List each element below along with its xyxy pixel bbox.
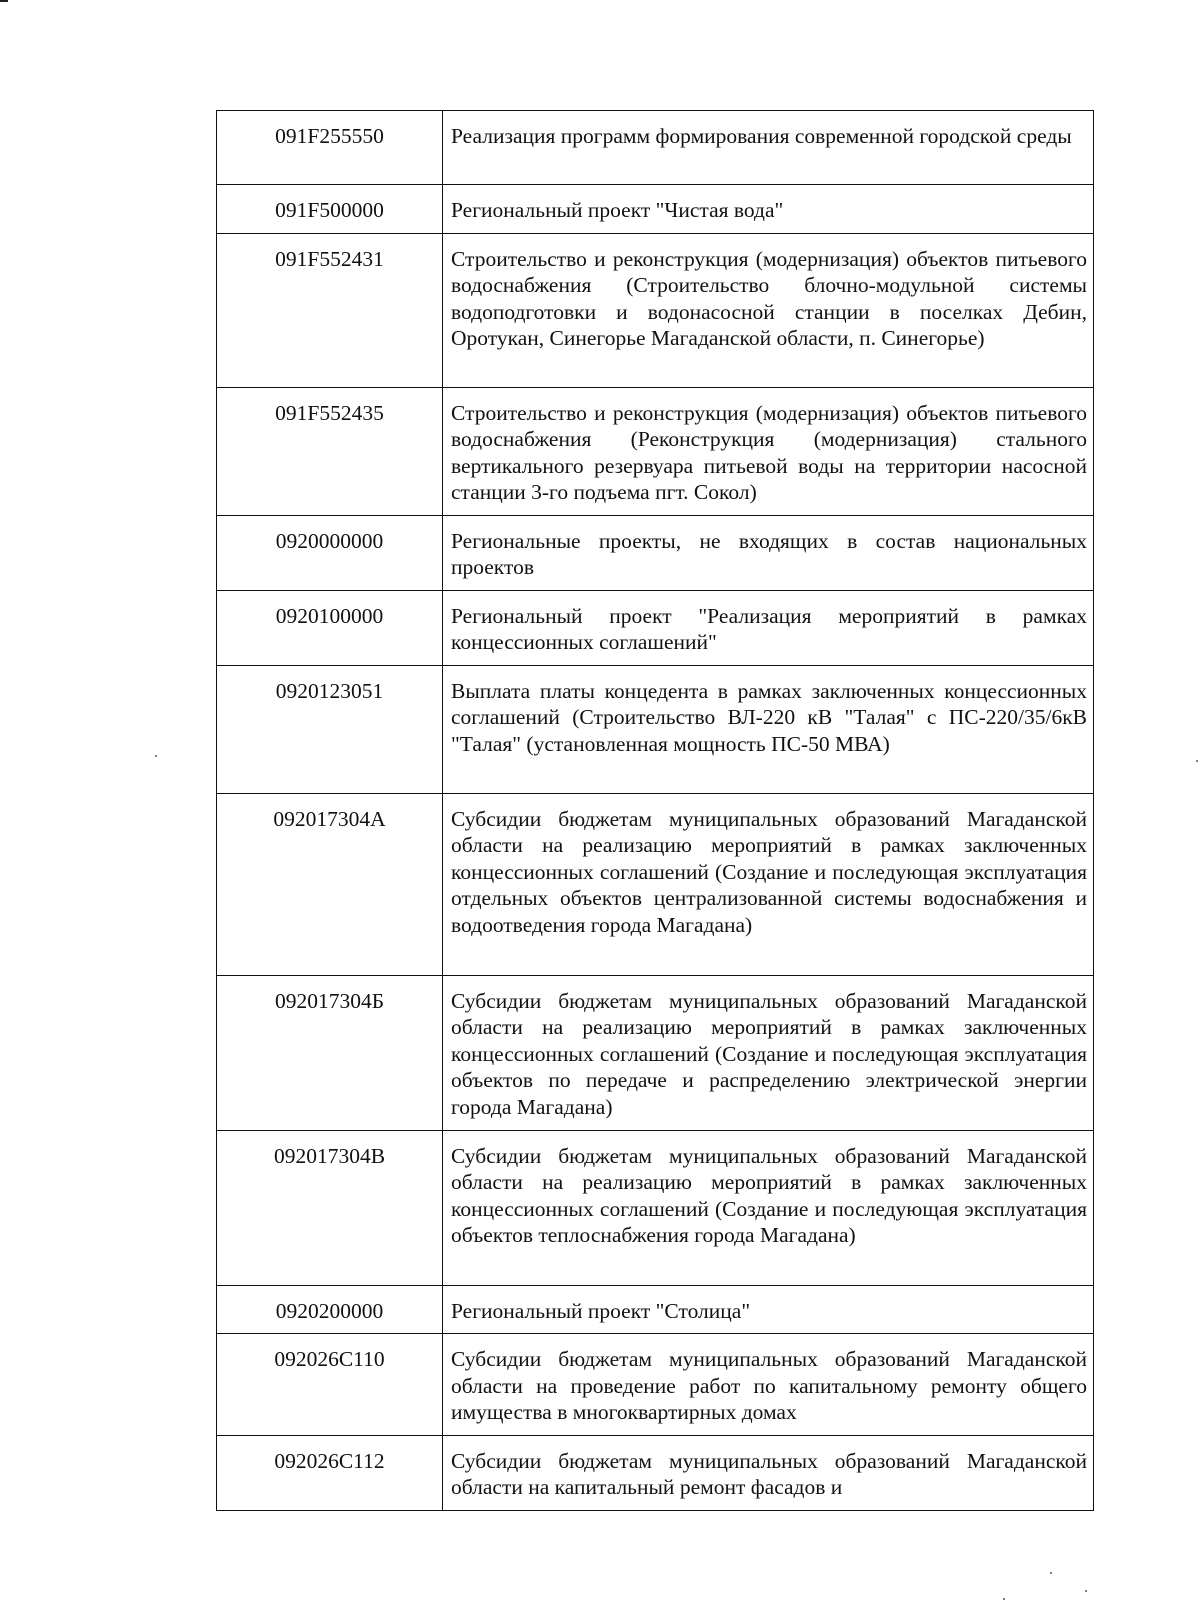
row-description: Строительство и реконструкция (модернизация) объектов питьевого водоснабжения (Реконструкция (модернизация) стального вертикального резервуара питьевой воды на территории насосной станции 3-го подъема пгт. Сокол) [443,387,1094,515]
row-description: Субсидии бюджетам муниципальных образований Магаданской области на реализацию мероприятий в рамках заключенных концессионных соглашений (Создание и последующая эксплуатация объектов теплоснабжения города Магадана) [443,1130,1094,1285]
table-row [217,793,1094,975]
row-description: Субсидии бюджетам муниципальных образований Магаданской области на реализацию мероприятий в рамках заключенных концессионных соглашений (Создание и последующая эксплуатация отдельных объектов централизованной системы водоснабжения и водоотведения города Магадана) [443,793,1094,975]
budget-classification-table [216,110,1094,1511]
table-row [217,590,1094,665]
row-code: 091F552435 [217,387,443,515]
row-code: 0920200000 [217,1285,443,1334]
scan-speck [155,755,157,757]
row-code: 092026С112 [217,1435,443,1510]
row-description: Региональный проект "Реализация мероприятий в рамках концессионных соглашений" [443,590,1094,665]
row-code: 0920000000 [217,515,443,590]
table-row [217,1435,1094,1510]
table-row [217,1130,1094,1285]
row-code: 092017304Б [217,975,443,1130]
row-code: 092026С110 [217,1334,443,1436]
row-description: Региональный проект "Столица" [443,1285,1094,1334]
table-row [217,975,1094,1130]
row-description: Региональные проекты, не входящих в состав национальных проектов [443,515,1094,590]
scan-speck [1085,1590,1087,1592]
scan-speck [1003,1598,1005,1600]
row-code: 092017304В [217,1130,443,1285]
row-description: Субсидии бюджетам муниципальных образований Магаданской области на реализацию мероприятий в рамках заключенных концессионных соглашений (Создание и последующая эксплуатация объектов по передаче и распределению электрической энергии города Магадана) [443,975,1094,1130]
scan-speck [1050,1572,1052,1574]
row-code: 0920100000 [217,590,443,665]
table-row [217,1285,1094,1334]
table-row [217,387,1094,515]
row-code: 091F500000 [217,185,443,234]
row-code: 091F552431 [217,233,443,387]
row-description: Реализация программ формирования современной городской среды [443,111,1094,185]
row-description: Субсидии бюджетам муниципальных образований Магаданской области на проведение работ по капитальному ремонту общего имущества в многоквартирных домах [443,1334,1094,1436]
scan-speck [1196,760,1198,762]
row-description: Субсидии бюджетам муниципальных образований Магаданской области на капитальный ремонт фасадов и [443,1435,1094,1510]
table-row [217,1334,1094,1436]
row-description: Выплата платы концедента в рамках заключенных концессионных соглашений (Строительство ВЛ-220 кВ "Талая" с ПС-220/35/6кВ "Талая" (установленная мощность ПС-50 МВА) [443,665,1094,793]
row-description: Региональный проект "Чистая вода" [443,185,1094,234]
table-row [217,233,1094,387]
row-code: 091F255550 [217,111,443,185]
table-row [217,665,1094,793]
row-code: 0920123051 [217,665,443,793]
row-code: 092017304А [217,793,443,975]
table-row [217,185,1094,234]
row-description: Строительство и реконструкция (модернизация) объектов питьевого водоснабжения (Строительство блочно-модульной системы водоподготовки и водонасосной станции в поселках Дебин, Оротукан, Синегорье Магаданской области, п. Синегорье) [443,233,1094,387]
table-row [217,515,1094,590]
scan-edge-mark [0,0,8,2]
table-row [217,111,1094,185]
